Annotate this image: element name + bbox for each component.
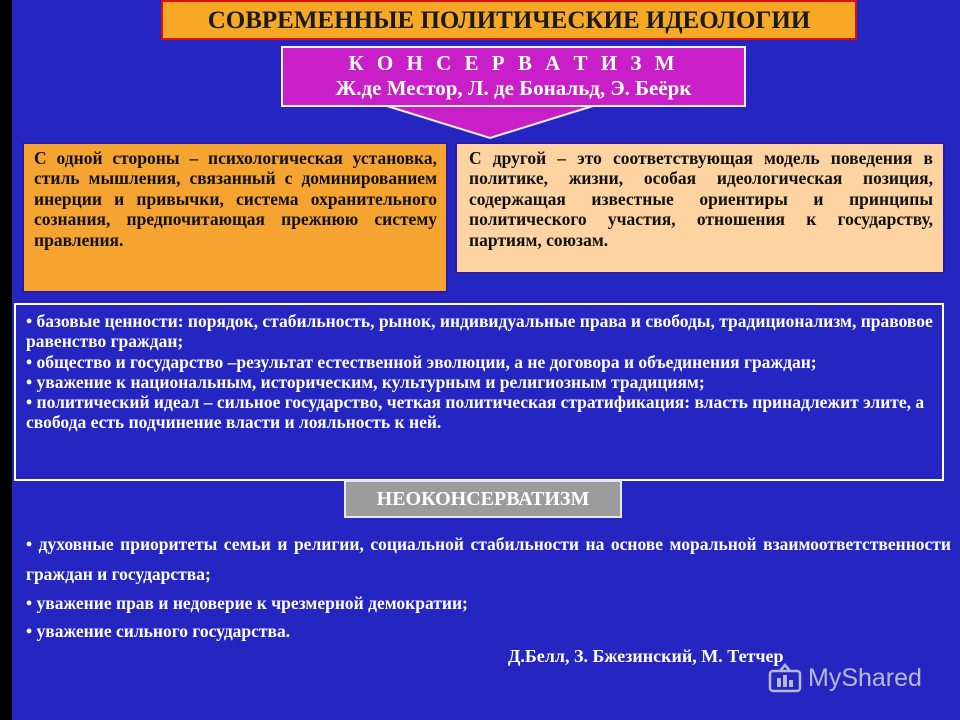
list-item: • уважение сильного государства. bbox=[26, 621, 291, 641]
right-definition-box: С другой – это соответствующая модель поведения в политике, жизни, особая идеологическая позиция, содержащая известные ориентиры и принципы политического участия, отношения к государству, партиям, союзам. bbox=[455, 142, 945, 274]
list-item: • политический идеал – сильное государство, четкая политическая стратификация: власть принадлежит элите, а свобода есть подчинение власти и лояльность к ней. bbox=[26, 392, 925, 433]
conservatism-authors: Ж.де Местор, Л. де Бональд, Э. Беёрк bbox=[335, 76, 692, 100]
list-item: • общество и государство –результат естественной эволюции, а не договора и объединения граждан; bbox=[26, 351, 817, 372]
neoconservatism-list bbox=[26, 529, 951, 645]
down-arrow-icon bbox=[385, 104, 595, 140]
values-box bbox=[14, 303, 944, 481]
myshared-logo-icon bbox=[768, 663, 802, 693]
list-item: • уважение к национальным, историческим, культурным и религиозным традициям; bbox=[26, 371, 705, 392]
neoconservatism-heading: НЕОКОНСЕРВАТИЗМ bbox=[344, 480, 622, 518]
conservatism-box bbox=[281, 46, 746, 107]
neoconservatism-authors: Д.Белл, З. Бжезинский, М. Тетчер bbox=[508, 646, 784, 666]
slide-title: СОВРЕМЕННЫЕ ПОЛИТИЧЕСКИЕ ИДЕОЛОГИИ bbox=[161, 0, 857, 40]
list-item: • базовые ценности: порядок, стабильность, рынок, индивидуальные права и свободы, традиционализм, правовое равенство граждан; bbox=[26, 311, 933, 352]
watermark-text: MyShared bbox=[808, 663, 922, 692]
left-definition-box: С одной стороны – психологическая установка, стиль мышления, связанный с доминированием инерции и привычки, система охранительного сознания, предпочитающая прежнюю систему правления. bbox=[22, 142, 448, 293]
list-item: • духовные приоритеты семьи и религии, социальной стабильности на основе моральной взаимоответственности граждан и государства; bbox=[26, 534, 951, 584]
watermark bbox=[768, 662, 922, 694]
list-item: • уважение прав и недоверие к чрезмерной демократии; bbox=[26, 593, 468, 613]
conservatism-heading: К О Н С Е Р В А Т И З М bbox=[348, 51, 679, 75]
